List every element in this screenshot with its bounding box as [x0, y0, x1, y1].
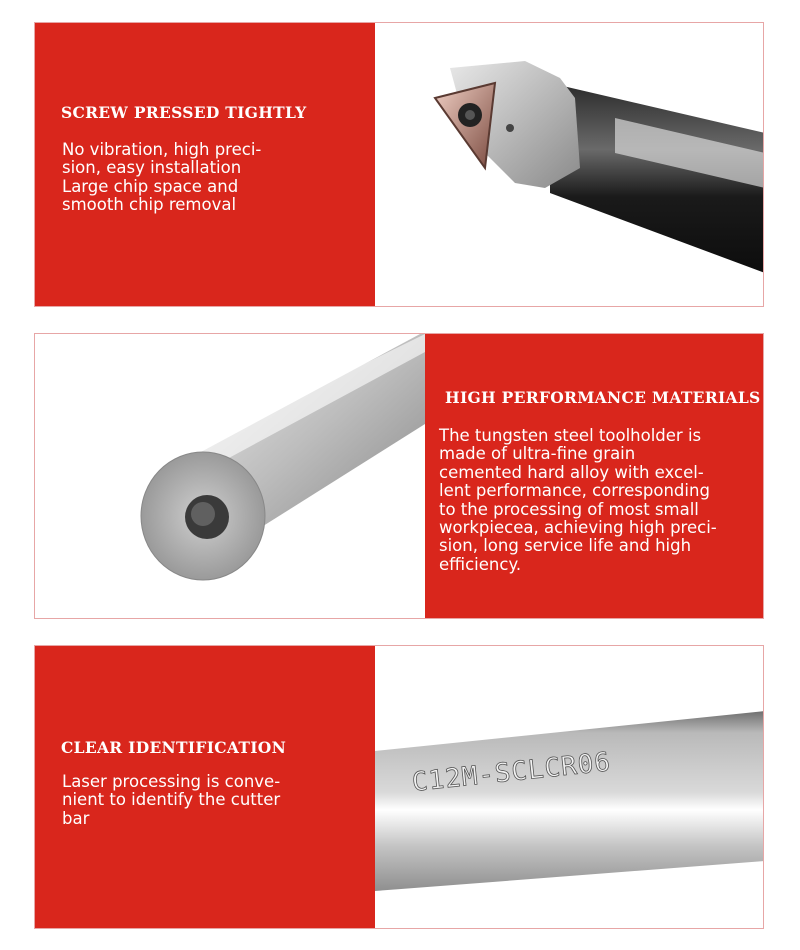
feature-panel-screw [34, 22, 764, 307]
laser-engraving-text: C12M-SCLCR06 [410, 747, 613, 798]
feature-text-block [425, 334, 764, 618]
feature-description: The tungsten steel toolholder is made of ultra-fine grain cemented hard alloy with excel- lent performance, corresponding to the processing of most small workpiecea, achieving high preci- sion, long service life and high efficiency. [439, 426, 717, 574]
engraved-bar-image [375, 646, 764, 928]
feature-panel-identification [34, 645, 764, 929]
feature-panel-materials [34, 333, 764, 619]
boring-bar-head-illustration [375, 23, 764, 307]
feature-title: CLEAR IDENTIFICATION [61, 738, 287, 757]
feature-description: No vibration, high preci- sion, easy installation Large chip space and smooth chip removal [62, 140, 262, 215]
feature-text-block [35, 23, 375, 306]
feature-title: HIGH PERFORMANCE MATERIALS [445, 388, 761, 407]
carbide-shank-illustration [35, 334, 425, 619]
feature-description: Laser processing is conve- nient to identify the cutter bar [62, 772, 281, 828]
tool-holder-insert-image [375, 23, 764, 306]
tool-shank-end-image [35, 334, 425, 618]
feature-title: SCREW PRESSED TIGHTLY [61, 103, 307, 122]
laser-engraved-bar-illustration [375, 646, 764, 929]
feature-text-block [35, 646, 375, 928]
